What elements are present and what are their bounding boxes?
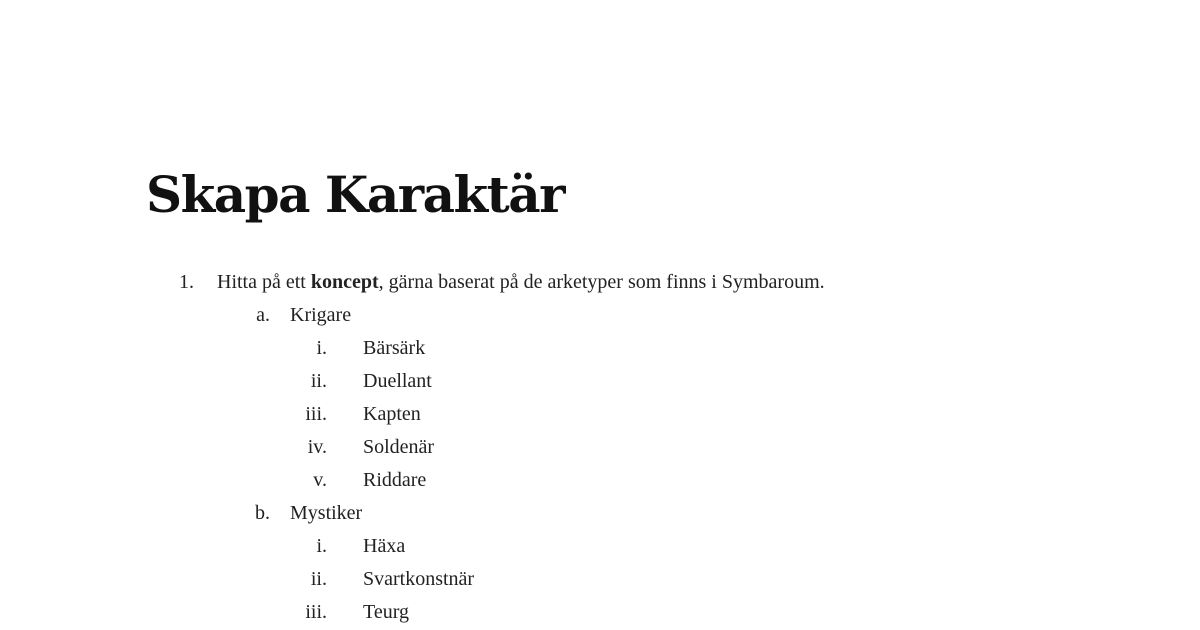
list-marker: iii. [305,403,327,425]
text-after: , gärna baserat på de arketyper som finns i Symbaroum. [378,271,825,293]
list-item-subtype [0,596,1200,629]
list-item-archetype [0,299,1200,332]
list-marker: ii. [310,568,327,590]
list-item-text: Krigare [290,304,352,326]
list-item-archetype [0,497,1200,530]
list-item-subtype [0,365,1200,398]
page-title: Skapa Karaktär [146,165,564,224]
list-item-text: Häxa [363,535,406,557]
list-item-text: Mystiker [290,502,363,524]
list-marker: ii. [310,370,327,392]
list-marker: i. [316,337,327,359]
text-before: Hitta på ett [217,271,311,293]
list-marker: i. [316,535,327,557]
list-marker: 1. [179,271,194,293]
list-item-text: Svartkonstnär [363,568,475,590]
list-marker: v. [313,469,327,491]
list-item-step-1 [0,266,1200,299]
bold-keyword: koncept [310,271,379,293]
list-item-subtype [0,398,1200,431]
list-marker: iii. [305,601,327,623]
list-item-text: Bärsärk [363,337,426,359]
list-marker: b. [255,502,270,524]
list-item-subtype [0,563,1200,596]
list-item-subtype [0,530,1200,563]
list-item-text: Soldenär [363,436,435,458]
list-item-text: Teurg [363,601,409,623]
list-item-subtype [0,332,1200,365]
list-item-text: Riddare [363,469,427,491]
list-item-text [217,266,825,299]
list-marker: a. [256,304,270,326]
list-item-text: Duellant [363,370,432,392]
list-item-text: Kapten [363,403,421,425]
list-marker: iv. [307,436,327,458]
list-item-subtype [0,431,1200,464]
list-item-subtype [0,464,1200,497]
